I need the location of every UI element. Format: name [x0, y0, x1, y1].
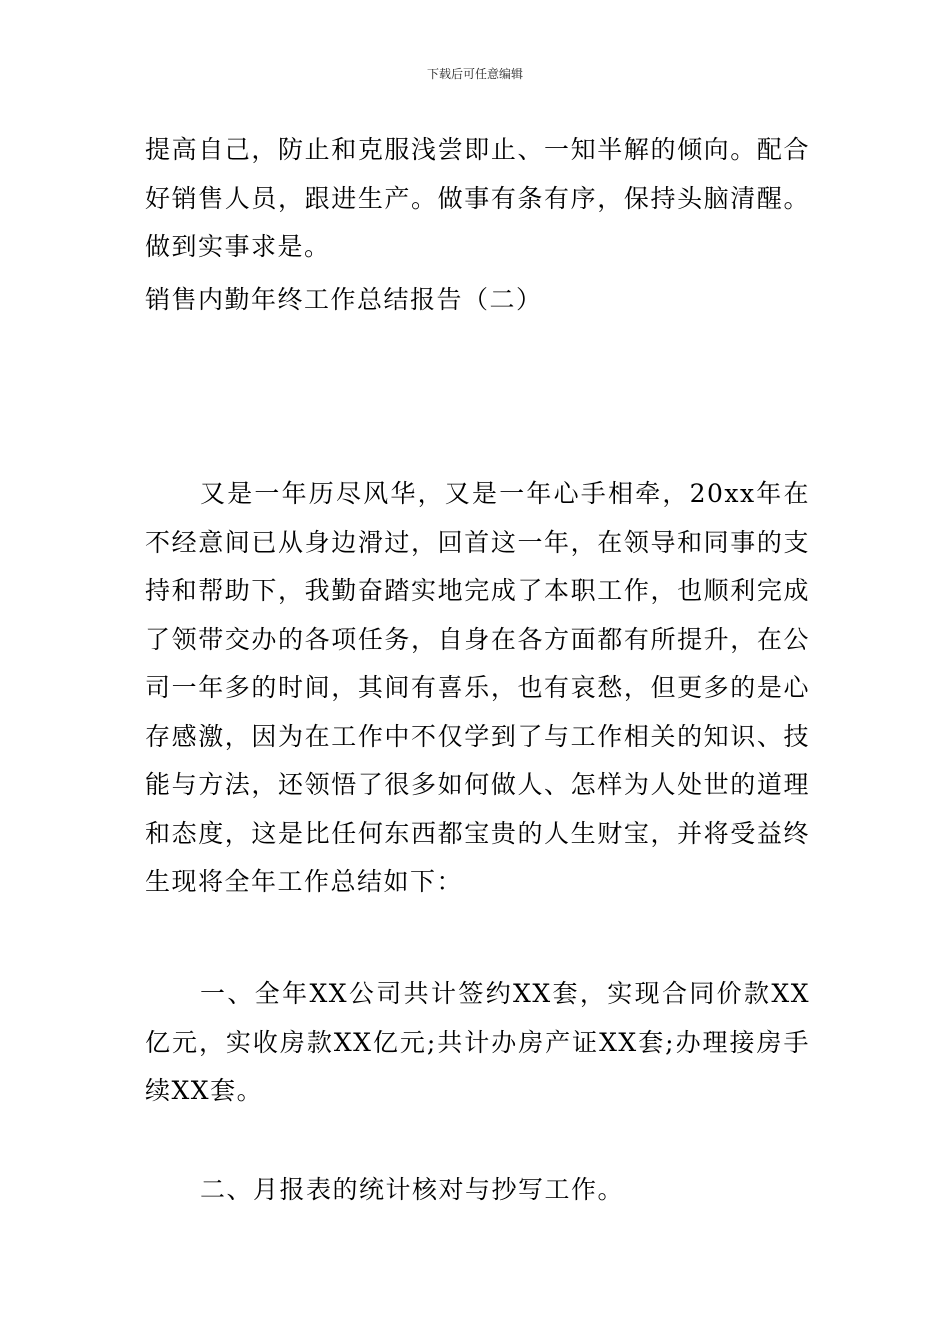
page-header-note: 下载后可任意编辑	[426, 67, 523, 81]
paragraph-intro: 又是一年历尽风华，又是一年心手相牵，20xx年在不经意间已从身边滑过，回首这一年，在领导和同事的支持和帮助下，我勤奋踏实地完成了本职工作，也顺利完成了领带交办的各项任务，自身在各方面都有所提升，在公司一年多的时间，其间有喜乐，也有哀愁，但更多的是心存感激，因为在工作中不仅学到了与工作相关的知识、技能与方法，还领悟了很多如何做人、怎样为人处世的道理和态度，这是比任何东西都宝贵的人生财宝，并将受益终生现将全年工作总结如下：	[145, 479, 810, 896]
paragraph-continuation: 提高自己，防止和克服浅尝即止、一知半解的倾向。配合好销售人员，跟进生产。做事有条有序，保持头脑清醒。做到实事求是。	[145, 135, 810, 261]
paragraph-item-two: 二、月报表的统计核对与抄写工作。	[200, 1175, 625, 1204]
paragraph-item-one: 一、全年XX公司共计签约XX套，实现合同价款XX亿元，实收房款XX亿元;共计办房产证XX套;办理接房手续XX套。	[145, 979, 810, 1105]
section-title: 销售内勤年终工作总结报告（二）	[145, 285, 543, 314]
